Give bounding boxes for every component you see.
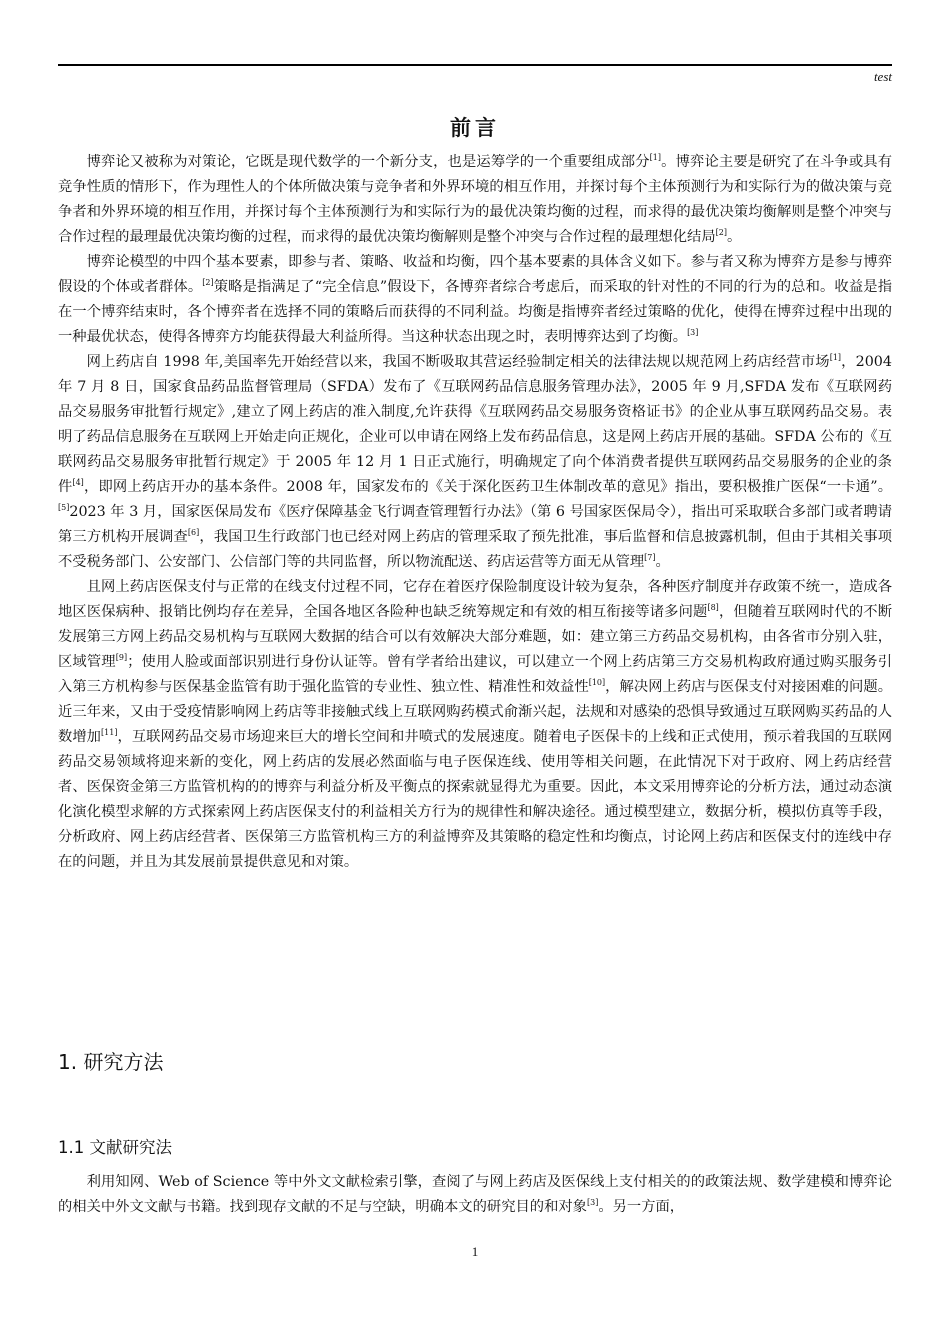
citation-marker: [5]: [58, 503, 70, 512]
paragraph-text: 。: [727, 229, 742, 245]
paragraph: [58, 1170, 892, 1220]
paragraph-text: 博弈论模型的中四个基本要素，即参与者、策略、收益和均衡，四个基本要素的具体含义如下。参与者又称为博弈方是参与博弈假设的个体或者群体。: [58, 254, 892, 295]
section-heading: 1. 研究方法: [58, 1050, 164, 1074]
paragraph-text: ，我国卫生行政部门也已经对网上药店的管理采取了预先批准，事后监督和信息披露机制，但由于其相关事项不受税务部门、公安部门、公信部门等的共同监督，所以物流配送、药店运营等方面无从管理: [58, 529, 893, 570]
citation-marker: [3]: [687, 328, 699, 337]
citation-marker: [7]: [644, 553, 656, 562]
header-rule: [58, 64, 892, 66]
paragraph-text: ，即网上药店开办的基本条件。2008 年，国家发布的《关于深化医药卫生体制改革的意见》指出，要积极推广医保“一卡通”。: [83, 479, 892, 495]
paragraph-text: ；使用人脸或面部识别进行身份认证等。曾有学者给出建议，可以建立一个网上药店第三方交易机构政府通过购买服务引入第三方机构参与医保基金监管有助于强化监管的专业性、独立性、精准性和效益性: [58, 654, 893, 695]
paragraph-text: 策略是指满足了“完全信息”假设下，各博弈者综合考虑后，而采取的针对性的不同的行为的总和。收益是指在一个博弈结束时，各个博弈者在选择不同的策略后而获得的不同利益。均衡是指博弈者经过策略的优化，使得在博弈过程中出现的一种最优状态，使得各博弈方均能获得最大利益所得。当这种状态出现之时，表明博弈达到了均衡。: [58, 279, 892, 345]
page-number: 1: [471, 1244, 479, 1259]
citation-marker: [10]: [588, 678, 606, 687]
header-label: test: [873, 69, 892, 84]
paragraph-text: ，互联网药品交易市场迎来巨大的增长空间和井喷式的发展速度。随着电子医保卡的上线和正式使用，预示着我国的互联网药品交易领域将迎来新的变化，网上药店的发展必然面临与电子医保连线、使用等相关问题，在此情况下对于政府、网上药店经营者、医保资金第三方监管机构的的博弈与利益分析及平衡点的探索就显得尤为重要。因此，本文采用博弈论的分析方法，通过动态演化演化模型求解的方式探索网上药店医保支付的利益相关方行为的规律性和解决途径。通过模型建立，数据分析，模拟仿真等手段，分析政府、网上药店经营者、医保第三方监管机构三方的利益博弈及其策略的稳定性和均衡点，讨论网上药店和医保支付的连线中存在的问题，并且为其发展前景提供意见和对策。: [58, 729, 892, 870]
citation-marker: [9]: [115, 653, 128, 662]
paragraph: [58, 575, 892, 875]
citation-marker: [2]: [202, 278, 214, 287]
paragraph-text: 。另一方面，: [598, 1199, 685, 1215]
citation-marker: [2]: [715, 228, 727, 237]
citation-marker: [1]: [649, 153, 661, 162]
paragraph-text: 网上药店自 1998 年,美国率先开始经营以来，我国不断吸取其营运经验制定相关的法律法规以规范网上药店经营市场: [86, 354, 830, 370]
paragraph-text: 博弈论又被称为对策论，它既是现代数学的一个新分支，也是运筹学的一个重要组成部分: [86, 154, 650, 170]
paragraph-text: 2023 年 3 月，国家医保局发布《医疗保障基金飞行调查管理暂行办法》（第 6 号国家医保局令），指出可采取联合多部门或者聘请第三方机构开展调查: [58, 504, 892, 545]
paragraph-text: 且网上药店医保支付与正常的在线支付过程不同，它存在着医疗保险制度设计较为复杂，各种医疗制度并存政策不统一，造成各地区医保病种、报销比例均存在差异，全国各地区各险种也缺乏统筹规定和有效的相互衔接等诸多问题: [58, 579, 892, 620]
paragraph: [58, 250, 892, 350]
citation-marker: [1]: [829, 353, 842, 362]
paragraph: [58, 350, 892, 575]
citation-marker: [4]: [72, 478, 84, 487]
paragraph-text: 。博弈论主要是研究了在斗争或具有竞争性质的情形下，作为理性人的个体所做决策与竞争者和外界环境的相互作用，并探讨每个主体预测行为和实际行为的做决策与竞争者和外界环境的相互作用，并探讨每个主体预测行为和实际行为的最优决策均衡的过程，而求得的最优决策均衡解则是整个冲突与合作过程的最理最优决策均衡的过程，而求得的最优决策均衡解则是整个冲突与合作过程的最理想化结局: [58, 154, 892, 245]
citation-marker: [3]: [586, 1198, 599, 1207]
page-title: 前言: [450, 116, 500, 140]
paragraph: [58, 150, 892, 250]
paragraph-text: 。: [655, 554, 670, 570]
paragraph-text: 利用知网、Web of Science 等中外文文献检索引擎，查阅了与网上药店及医保线上支付相关的的政策法规、数学建模和博弈论的相关中外文文献与书籍。找到现存文献的不足与空缺，明确本文的研究目的和对象: [58, 1174, 892, 1215]
citation-marker: [11]: [101, 728, 118, 737]
paragraph-text: ，解决网上药店与医保支付对接困难的问题。近三年来，又由于受疫情影响网上药店等非接触式线上互联网购药模式俞渐兴起，法规和对感染的恐惧导致通过互联网购买药品的人数增加: [58, 679, 893, 745]
body-text: [58, 150, 892, 875]
paragraph-text: ，2004 年 7 月 8 日，国家食品药品监督管理局（SFDA）发布了《互联网药品信息服务管理办法》，2005 年 9 月,SFDA 发布《互联网药品交易服务审批暂行规定》,建立了网上药店的准入制度,允许获得《互联网药品交易服务资格证书》的企业从事互联网药品交易。表明了药品信息服务在互联网上开始走向正规化，企业可以申请在网络上发布药品信息，这是网上药店开展的基础。SFDA 公布的《互联网药品交易服务审批暂行规定》于 2005 年 12 月 1 日正式施行，明确规定了向个体消费者提供互联网药品交易服务的企业的条件: [58, 354, 892, 495]
paragraph-text: ，但随着互联网时代的不断发展第三方网上药品交易机构与互联网大数据的结合可以有效解决大部分难题，如：建立第三方药品交易机构，由各省市分别入驻，区域管理: [58, 604, 893, 670]
citation-marker: [8]: [707, 603, 719, 612]
subsection-body-text: [58, 1170, 892, 1220]
citation-marker: [6]: [187, 528, 200, 537]
subsection-heading: 1.1 文献研究法: [58, 1138, 172, 1157]
